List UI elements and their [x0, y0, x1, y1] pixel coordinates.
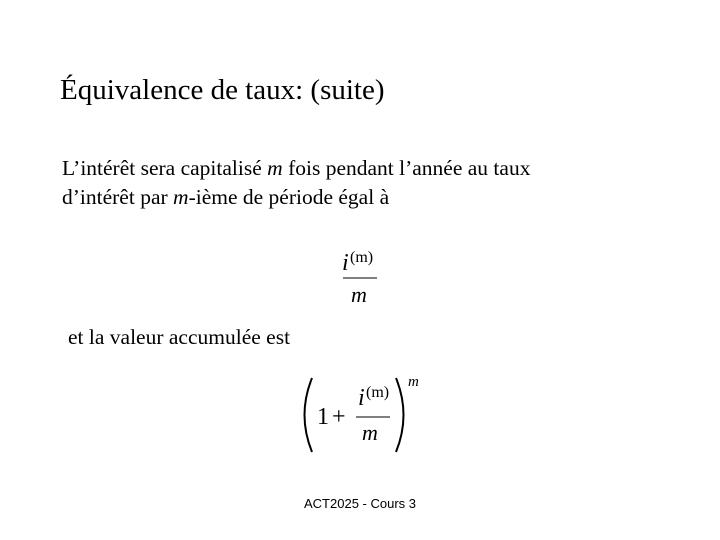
intro-paragraph [62, 154, 662, 212]
formula-plus: + [332, 404, 346, 430]
intro-line-1: L’intérêt sera capitalisé m fois pendant l’année au taux [62, 156, 531, 180]
formula-denominator: m [362, 420, 378, 445]
slide-footer: ACT2025 - Cours 3 [304, 496, 416, 511]
formula-one: 1 [317, 404, 329, 430]
formula-numerator-base: i [358, 385, 365, 411]
slide-title: Équivalence de taux: (suite) [60, 74, 385, 106]
var-m: m [173, 185, 189, 209]
var-m: m [267, 156, 283, 180]
fraction-denominator: m [351, 282, 367, 307]
fraction-numerator-base: i [342, 250, 349, 276]
accumulated-value-formula [298, 370, 428, 460]
formula-numerator-sup: (m) [366, 384, 390, 401]
fraction-numerator-sup: (m) [350, 249, 374, 266]
right-paren [396, 378, 404, 452]
left-paren [305, 378, 313, 452]
accumulated-text: et la valeur accumulée est [68, 325, 291, 349]
formula-exponent: m [408, 374, 419, 390]
intro-line-2: d’intérêt par m-ième de période égal à [62, 185, 390, 209]
rate-fraction-formula [330, 240, 390, 310]
